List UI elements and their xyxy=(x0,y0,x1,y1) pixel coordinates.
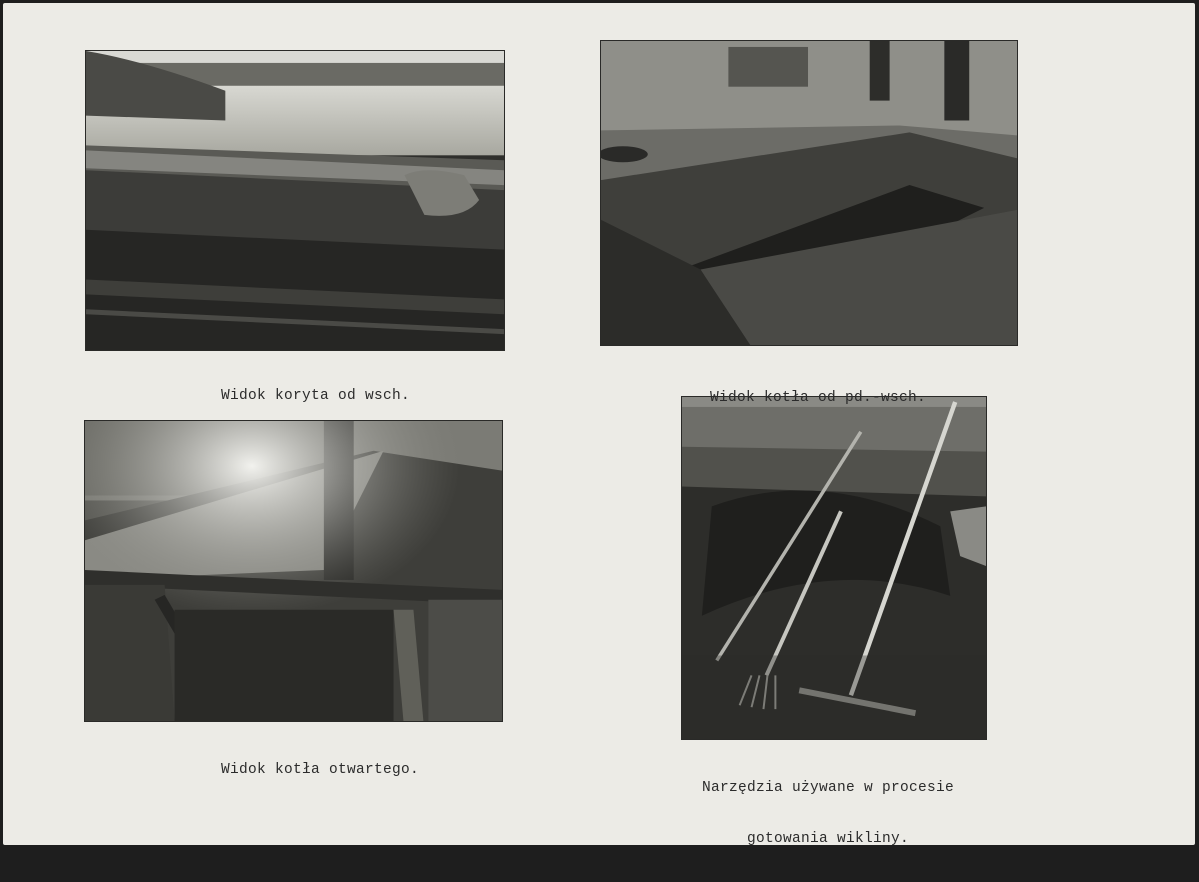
caption-line: Narzędzia używane w procesie xyxy=(701,780,955,796)
photo-open-boiler xyxy=(84,420,503,722)
caption-boiler-southeast xyxy=(674,373,926,424)
caption-trough-east xyxy=(185,371,410,422)
caption-text: Widok kotła od pd.-wsch. xyxy=(710,390,927,406)
caption-line: gotowania wikliny. xyxy=(746,831,910,847)
caption-text: Widok kotła otwartego. xyxy=(221,762,420,778)
caption-wicker-tools xyxy=(682,746,974,882)
photo-boiler-southeast xyxy=(600,40,1018,346)
caption-open-boiler xyxy=(185,745,419,796)
photo-wicker-tools xyxy=(681,396,987,740)
album-page xyxy=(3,3,1195,845)
photo-trough-east xyxy=(85,50,505,351)
caption-text: Widok koryta od wsch. xyxy=(221,388,411,404)
